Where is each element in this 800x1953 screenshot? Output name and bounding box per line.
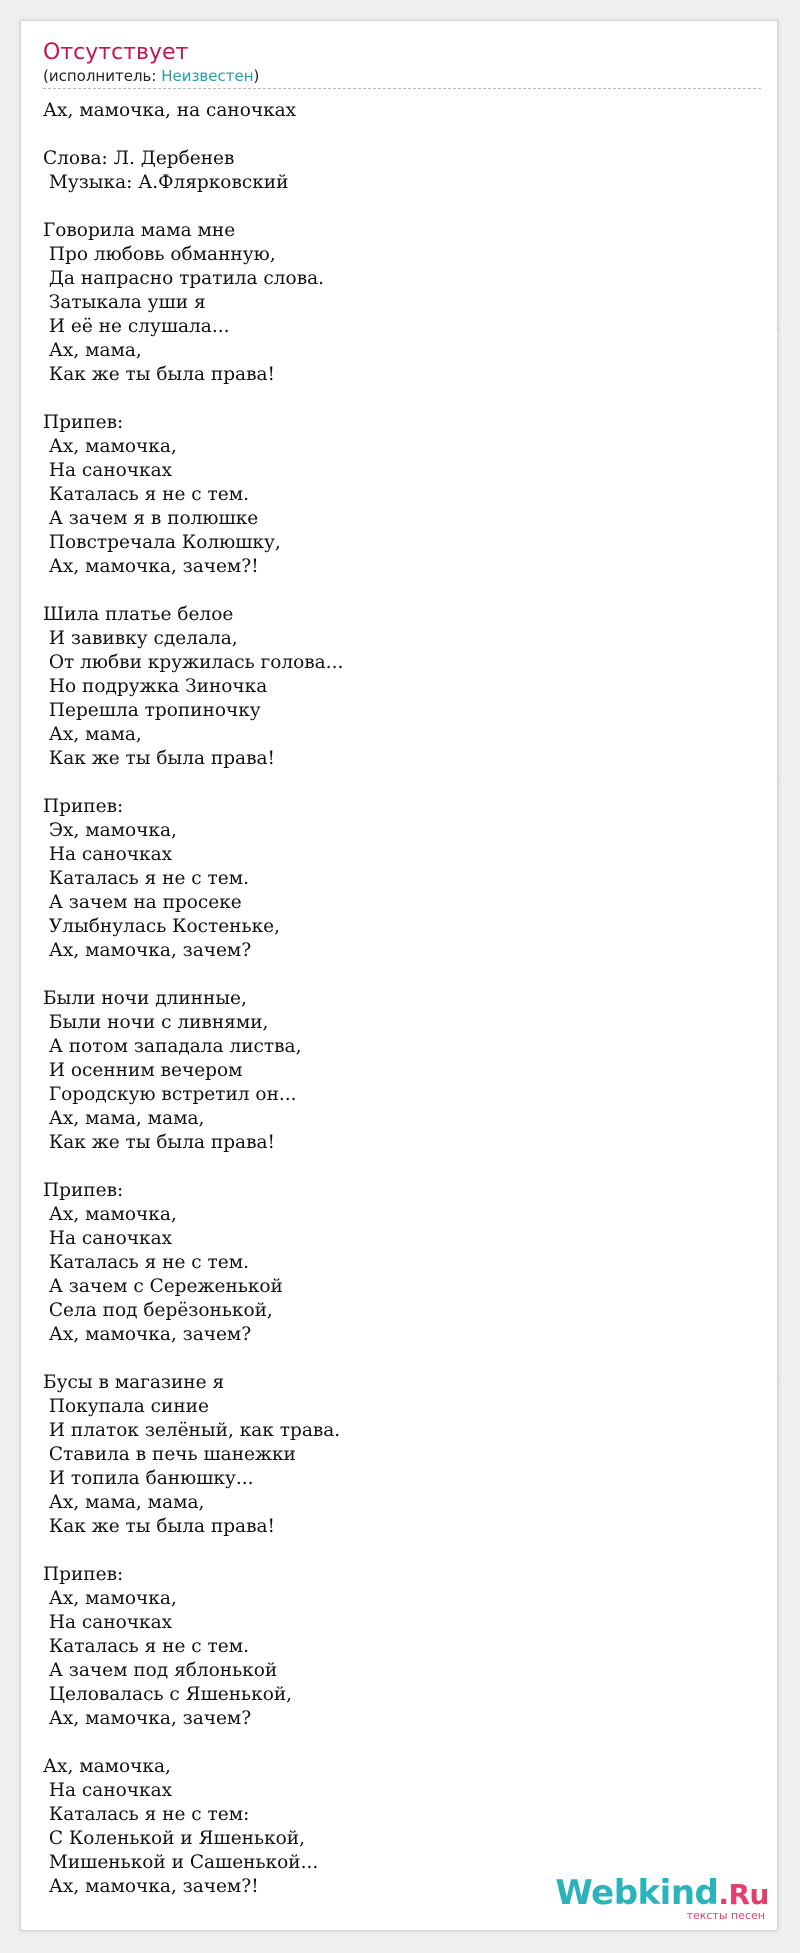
lyric-line: Эх, мамочка,: [43, 820, 177, 841]
stanza: [43, 987, 761, 1155]
performer-prefix: (исполнитель:: [43, 67, 162, 85]
lyric-line: А зачем под яблонькой: [43, 1660, 278, 1681]
lyric-line: На саночках: [43, 844, 173, 865]
performer-suffix: ): [253, 67, 260, 85]
lyric-line: Припев:: [43, 1564, 124, 1585]
stanza: [43, 795, 761, 963]
stanza: [43, 603, 761, 771]
lyric-line: Припев:: [43, 796, 124, 817]
lyric-line: Да напрасно тратила слова.: [43, 268, 325, 289]
lyric-line: Перешла тропиночку: [43, 700, 261, 721]
lyric-line: Шила платье белое: [43, 604, 234, 625]
stanza: [43, 1179, 761, 1347]
lyric-line: Каталась я не с тем.: [43, 484, 249, 505]
lyric-line: Ах, мама,: [43, 724, 142, 745]
lyric-line: Ах, мамочка,: [43, 1756, 171, 1777]
lyric-line: Ах, мама,: [43, 340, 142, 361]
lyric-line: От любви кружилась голова...: [43, 652, 344, 673]
lyric-line: А потом западала листва,: [43, 1036, 302, 1057]
lyric-line: Про любовь обманную,: [43, 244, 276, 265]
lyric-line: Каталась я не с тем.: [43, 1252, 249, 1273]
stanza: [43, 1371, 761, 1539]
edge-mark: ‹: [777, 1374, 781, 1385]
stanza: [43, 411, 761, 579]
lyric-line: Ах, мамочка, зачем?!: [43, 1876, 259, 1897]
lyric-line: Ах, мамочка,: [43, 1588, 177, 1609]
lyric-line: И осенним вечером: [43, 1060, 243, 1081]
lyric-line: А зачем на просеке: [43, 892, 242, 913]
lyric-line: А зачем я в полюшке: [43, 508, 259, 529]
lyric-line: И завивку сделала,: [43, 628, 238, 649]
lyric-line: Припев:: [43, 1180, 124, 1201]
lyric-line: Ах, мама, мама,: [43, 1492, 205, 1513]
lyric-line: Были ночи длинные,: [43, 988, 247, 1009]
lyric-line: Каталась я не с тем:: [43, 1804, 250, 1825]
lyric-line: На саночках: [43, 460, 173, 481]
lyric-line: Ах, мамочка, зачем?: [43, 1708, 252, 1729]
lyric-line: Были ночи с ливнями,: [43, 1012, 269, 1033]
lyric-line: А зачем с Сереженькой: [43, 1276, 283, 1297]
stanza: [43, 99, 761, 123]
performer-line: [43, 67, 761, 89]
lyric-line: Целовалась с Яшенькой,: [43, 1684, 293, 1705]
stanza: [43, 1563, 761, 1731]
lyric-line: Ах, мамочка, зачем?: [43, 1324, 252, 1345]
lyric-line: Ставила в печь шанежки: [43, 1444, 296, 1465]
logo-tld: .Ru: [718, 1878, 769, 1911]
lyric-line: С Коленькой и Яшенькой,: [43, 1828, 305, 1849]
stanza: [43, 219, 761, 387]
edge-mark: ‹: [777, 324, 781, 335]
lyric-line: Говорила мама мне: [43, 220, 236, 241]
lyric-line: Ах, мама, мама,: [43, 1108, 205, 1129]
lyric-line: Бусы в магазине я: [43, 1372, 225, 1393]
lyric-line: На саночках: [43, 1780, 173, 1801]
site-logo[interactable]: [555, 1875, 769, 1922]
lyric-line: Как же ты была права!: [43, 748, 275, 769]
lyric-line: Улыбнулась Костеньке,: [43, 916, 280, 937]
lyric-line: Каталась я не с тем.: [43, 868, 249, 889]
lyric-line: Каталась я не с тем.: [43, 1636, 249, 1657]
lyric-line: Ах, мамочка, на саночках: [43, 100, 297, 121]
lyric-line: Ах, мамочка, зачем?!: [43, 556, 259, 577]
lyric-line: Как же ты была права!: [43, 1516, 275, 1537]
lyric-line: Затыкала уши я: [43, 292, 206, 313]
logo-tagline: тексты песен: [686, 1909, 765, 1922]
lyric-line: Припев:: [43, 412, 124, 433]
song-title: Отсутствует: [43, 40, 189, 65]
performer-link[interactable]: Неизвестен: [161, 67, 254, 85]
lyric-line: На саночках: [43, 1612, 173, 1633]
lyrics-text: [43, 99, 761, 1923]
lyric-line: Ах, мамочка,: [43, 436, 177, 457]
logo-wordmark: [555, 1875, 769, 1913]
lyric-line: Ах, мамочка,: [43, 1204, 177, 1225]
lyric-line: Музыка: А.Флярковский: [43, 172, 289, 193]
lyric-line: Как же ты была права!: [43, 364, 275, 385]
lyric-line: На саночках: [43, 1228, 173, 1249]
lyric-line: И платок зелёный, как трава.: [43, 1420, 341, 1441]
lyric-line: Села под берёзонькой,: [43, 1300, 273, 1321]
lyric-line: Покупала синие: [43, 1396, 209, 1417]
logo-name: Webkind: [555, 1873, 719, 1913]
lyric-line: Городскую встретил он...: [43, 1084, 297, 1105]
lyric-line: Повстречала Колюшку,: [43, 532, 281, 553]
lyrics-card: [20, 20, 781, 1931]
stanza: [43, 147, 761, 195]
lyric-line: И её не слушала...: [43, 316, 230, 337]
lyric-line: Мишенькой и Сашенькой...: [43, 1852, 319, 1873]
lyric-line: Слова: Л. Дербенев: [43, 148, 235, 169]
lyric-line: Как же ты была права!: [43, 1132, 275, 1153]
edge-mark: ‹: [777, 774, 781, 785]
lyric-line: Ах, мамочка, зачем?: [43, 940, 252, 961]
lyric-line: Но подружка Зиночка: [43, 676, 268, 697]
song-header: [43, 39, 761, 89]
lyric-line: И топила банюшку...: [43, 1468, 254, 1489]
